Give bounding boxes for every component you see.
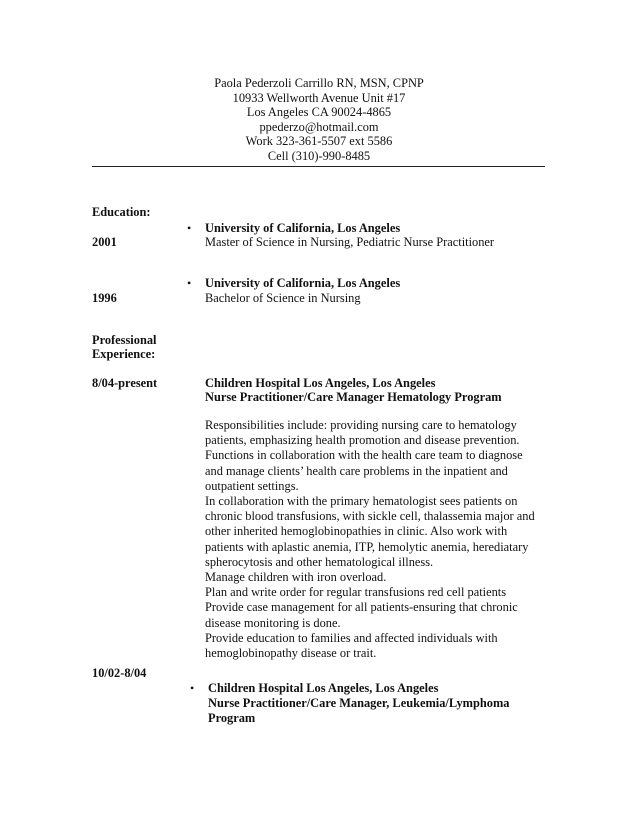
description-line: Manage children with iron overload. <box>205 570 387 585</box>
cell-phone: Cell (310)-990-8485 <box>267 148 371 163</box>
contact-header <box>0 76 638 164</box>
education-degree-2: Bachelor of Science in Nursing <box>205 291 361 305</box>
description-line: disease monitoring is done. <box>205 615 341 630</box>
bullet-icon: • <box>187 276 192 290</box>
job-2-employer: Children Hospital Los Angeles, Los Angeles <box>208 681 439 695</box>
job-1-employer: Children Hospital Los Angeles, Los Angeles <box>205 376 436 390</box>
address-line-1: 10933 Wellworth Avenue Unit #17 <box>232 90 406 105</box>
description-line: and manage clients’ health care problems in the inpatient and <box>205 463 508 478</box>
job-2-dates: 10/02-8/04 <box>92 666 147 680</box>
address-line-2: Los Angeles CA 90024-4865 <box>246 105 392 120</box>
description-line: patients with aplastic anemia, ITP, hemolytic anemia, herediatary <box>205 539 529 554</box>
experience-heading-line-2: Experience: <box>92 347 156 361</box>
education-year-2: 1996 <box>92 291 117 305</box>
education-heading: Education: <box>92 205 151 219</box>
job-1-title: Nurse Practitioner/Care Manager Hematology Program <box>205 390 502 404</box>
description-line: Provide case management for all patients-ensuring that chronic <box>205 600 518 615</box>
bullet-icon: • <box>187 221 192 235</box>
description-line: In collaboration with the primary hematologist sees patients on <box>205 494 518 509</box>
description-line: Plan and write order for regular transfusions red cell patients <box>205 585 507 600</box>
job-1-description <box>205 418 535 661</box>
description-line: hemoglobinopathy disease or trait. <box>205 646 377 661</box>
education-degree-1: Master of Science in Nursing, Pediatric Nurse Practitioner <box>205 235 495 249</box>
education-school-1: University of California, Los Angeles <box>205 221 401 235</box>
bullet-icon: • <box>190 681 195 695</box>
description-line: spherocytosis and other hematological illness. <box>205 554 434 569</box>
candidate-name: Paola Pederzoli Carrillo RN, MSN, CPNP <box>214 76 424 90</box>
description-line: Functions in collaboration with the health care team to diagnose <box>205 448 523 463</box>
education-school-2: University of California, Los Angeles <box>205 276 401 290</box>
work-phone: Work 323-361-5507 ext 5586 <box>245 134 393 149</box>
education-year-1: 2001 <box>92 235 117 249</box>
job-2-title-line-1: Nurse Practitioner/Care Manager, Leukemia/Lymphoma <box>208 696 510 710</box>
description-line: Responsibilities include: providing nursing care to hematology <box>205 418 517 432</box>
description-line: other inherited hemoglobinopathies in clinic. Also work with <box>205 524 508 539</box>
job-2-title-line-2: Program <box>208 711 256 725</box>
job-1-dates: 8/04-present <box>92 376 158 390</box>
description-line: Provide education to families and affected individuals with <box>205 630 498 645</box>
description-line: chronic blood transfusions, with sickle cell, thalassemia major and <box>205 509 535 524</box>
description-line: outpatient settings. <box>205 478 299 493</box>
experience-heading-line-1: Professional <box>92 333 157 347</box>
email-address: ppederzo@hotmail.com <box>259 119 379 134</box>
description-line: patients, emphasizing health promotion and disease prevention. <box>205 433 520 448</box>
header-divider <box>92 166 545 167</box>
